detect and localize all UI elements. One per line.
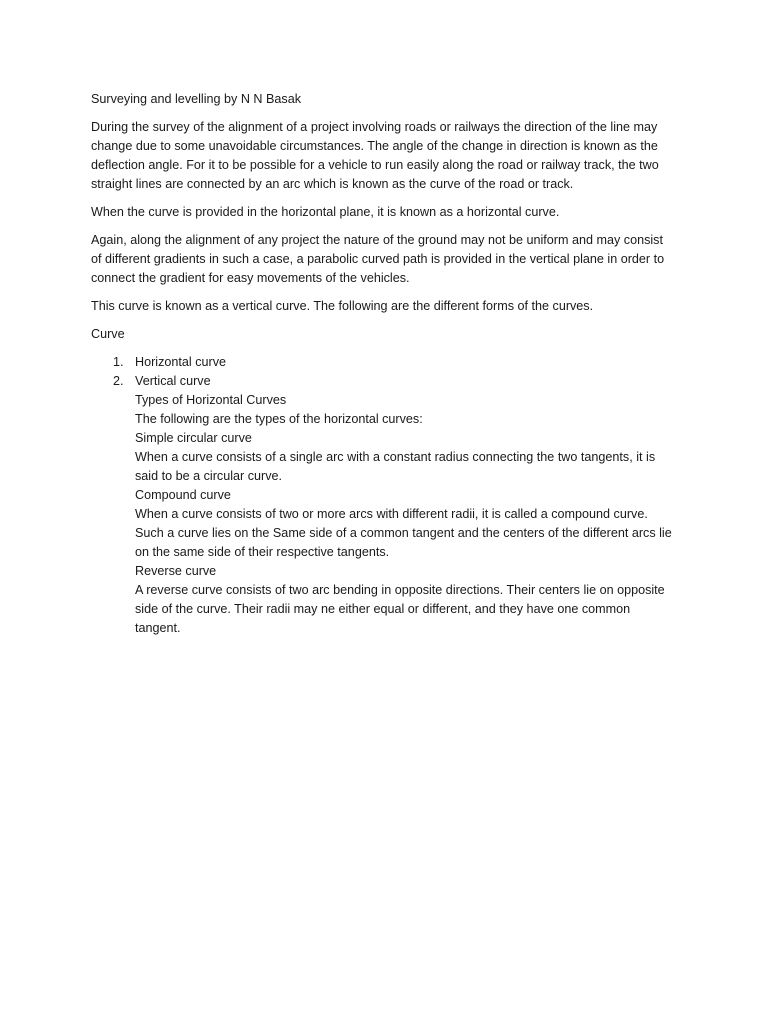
paragraph-horizontal-curve — [91, 203, 681, 222]
body-line: A reverse curve consists of two arc bending in opposite directions. Their centers lie on opposite — [135, 583, 665, 597]
document-page — [91, 90, 681, 638]
horizontal-curve-types — [91, 391, 681, 638]
subheading: Compound curve — [135, 488, 231, 502]
body-line: Such a curve lies on the Same side of a common tangent and the centers of the different arcs lie — [135, 526, 672, 540]
list-item-text: Horizontal curve — [135, 355, 226, 369]
body-line: When a curve consists of two or more arcs with different radii, it is called a compound curve. — [135, 507, 648, 521]
body-line: on the same side of their respective tangents. — [135, 545, 390, 559]
list-number: 2. — [113, 374, 124, 388]
paragraph-line: straight lines are connected by an arc which is known as the curve of the road or track. — [91, 177, 574, 191]
paragraph-line: change due to some unavoidable circumstances. The angle of the change in direction is known as the — [91, 139, 658, 153]
body-line: said to be a circular curve. — [135, 469, 282, 483]
list-item — [91, 353, 681, 372]
paragraph-gradient — [91, 231, 681, 288]
body-line: When a curve consists of a single arc with a constant radius connecting the two tangents, it is — [135, 450, 656, 464]
paragraph-line: deflection angle. For it to be possible for a vehicle to run easily along the road or railway track, the two — [91, 158, 659, 172]
section-label: Curve — [91, 327, 125, 341]
paragraph-vertical-curve — [91, 297, 681, 316]
subheading: Simple circular curve — [135, 431, 252, 445]
subheading: Reverse curve — [135, 564, 217, 578]
body-line: side of the curve. Their radii may ne either equal or different, and they have one common — [135, 602, 631, 616]
curve-list — [91, 353, 681, 391]
paragraph-intro — [91, 118, 681, 194]
body-line: tangent. — [135, 621, 181, 635]
list-item-text: Vertical curve — [135, 374, 211, 388]
paragraph-line: of different gradients in such a case, a parabolic curved path is provided in the vertical plane in order to — [91, 252, 665, 266]
body-line: The following are the types of the horizontal curves: — [135, 412, 423, 426]
list-item — [91, 372, 681, 391]
document-title: Surveying and levelling by N N Basak — [91, 92, 302, 106]
subheading: Types of Horizontal Curves — [135, 393, 287, 407]
paragraph-line: Again, along the alignment of any project the nature of the ground may not be uniform and may consist — [91, 233, 663, 247]
paragraph-line: This curve is known as a vertical curve. The following are the different forms of the curves. — [91, 299, 594, 313]
paragraph-line: During the survey of the alignment of a project involving roads or railways the direction of the line may — [91, 120, 658, 134]
list-number: 1. — [113, 355, 124, 369]
paragraph-line: When the curve is provided in the horizontal plane, it is known as a horizontal curve. — [91, 205, 560, 219]
paragraph-line: connect the gradient for easy movements of the vehicles. — [91, 271, 410, 285]
